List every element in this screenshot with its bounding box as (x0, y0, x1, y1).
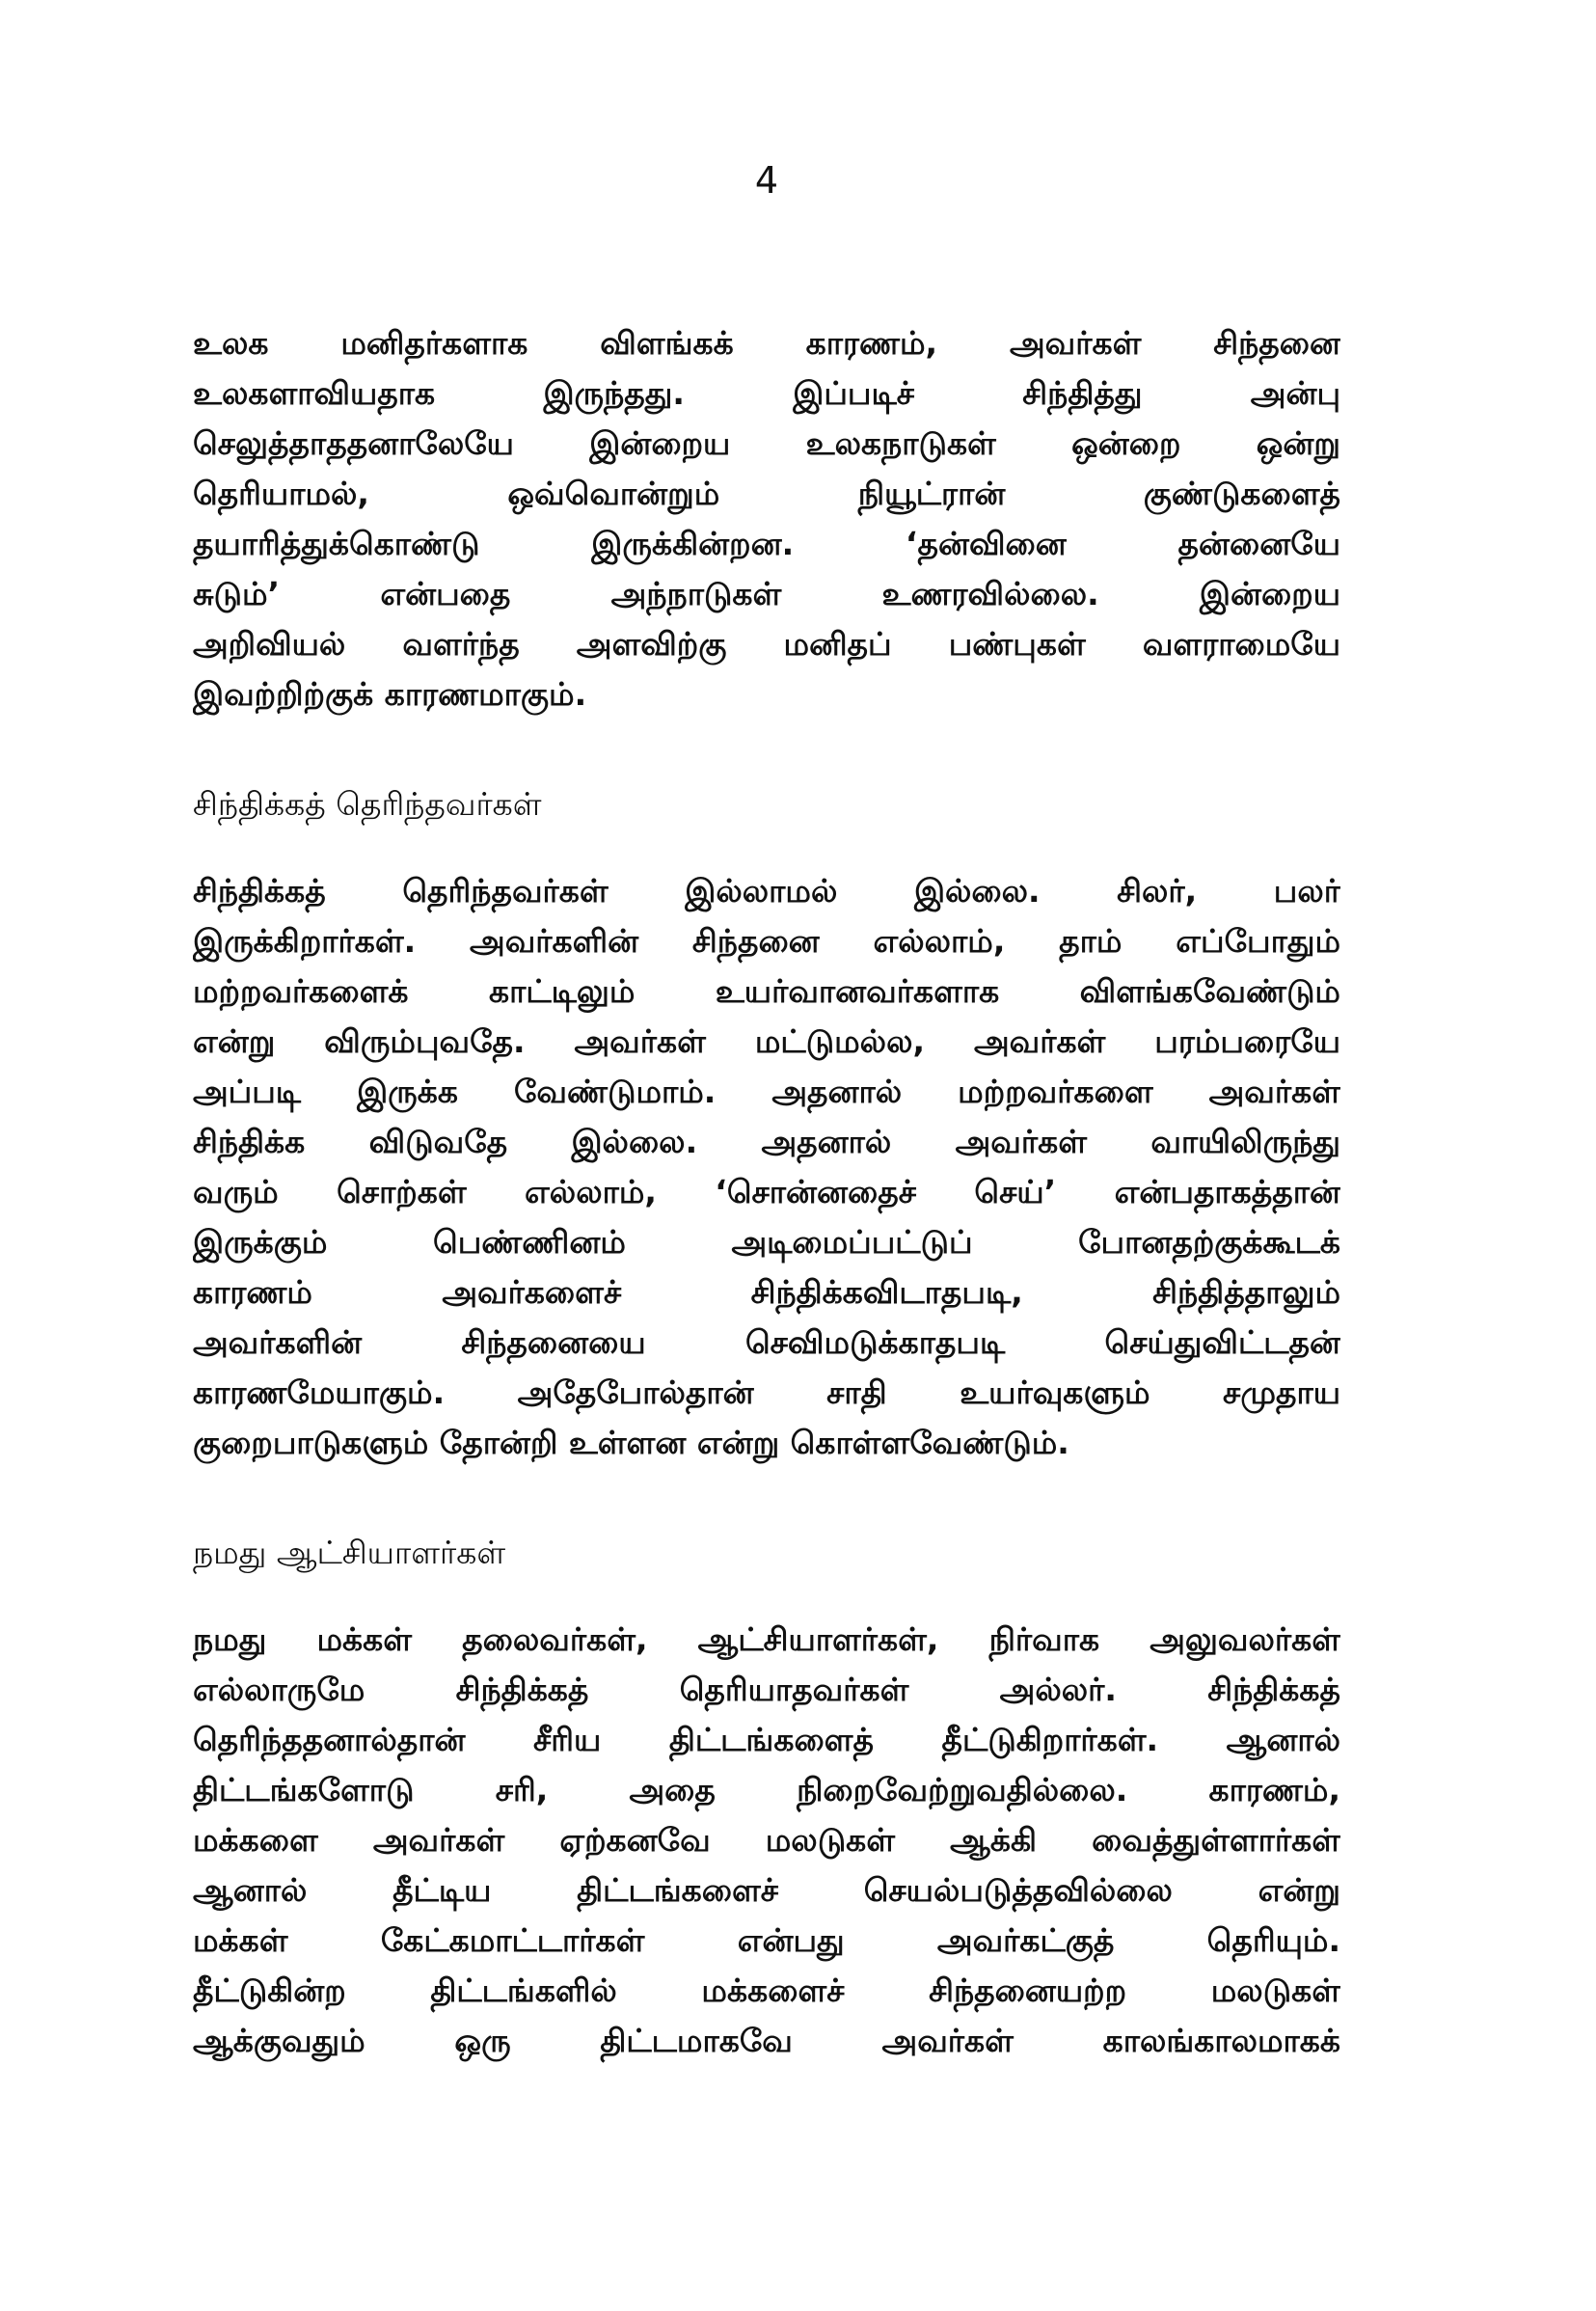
text-line: உலகளாவியதாக இருந்தது. இப்படிச் சிந்தித்து அன்பு (193, 374, 1340, 412)
page-content (193, 318, 1340, 2066)
text-line: இவற்றிற்குக் காரணமாகும். (193, 675, 587, 713)
text-line: சிந்திக்க விடுவதே இல்லை. அதனால் அவர்கள் வாயிலிருந்து (193, 1123, 1340, 1160)
text-line: காரணம் அவர்களைச் சிந்திக்கவிடாதபடி, சிந்தித்தாலும் (193, 1273, 1340, 1311)
section-heading-thinkers: சிந்திக்கத் தெரிந்தவர்கள் (193, 785, 542, 823)
paragraph-thinkers (193, 866, 1340, 1468)
text-line: அறிவியல் வளர்ந்த அளவிற்கு மனிதப் பண்புகள் வளராமையே (193, 625, 1340, 663)
text-line: தெரியாமல், ஒவ்வொன்றும் நியூட்ரான் குண்டுகளைத் (193, 475, 1340, 512)
book-page (193, 0, 1340, 2311)
text-line: சுடும்’ என்பதை அந்நாடுகள் உணரவில்லை. இன்றைய (193, 575, 1340, 612)
text-line: தயாரித்துக்கொண்டு இருக்கின்றன. ‘தன்வினை தன்னையே (193, 525, 1340, 562)
text-line: மக்கள் கேட்கமாட்டார்கள் என்பது அவர்கட்குத் தெரியும். (193, 1921, 1340, 1959)
text-line: மற்றவர்களைக் காட்டிலும் உயர்வானவர்களாக விளங்கவேண்டும் (193, 972, 1340, 1010)
section-heading-rulers: நமது ஆட்சியாளர்கள் (193, 1534, 506, 1571)
paragraph-rulers (193, 1615, 1340, 2066)
page-number: 4 (754, 159, 779, 202)
text-line: இருக்கும் பெண்ணினம் அடிமைப்பட்டுப் போனதற்குக்கூடக் (193, 1223, 1340, 1261)
text-line: தீட்டுகின்ற திட்டங்களில் மக்களைச் சிந்தனையற்ற மலடுகள் (193, 1971, 1340, 2009)
text-line: இருக்கிறார்கள். அவர்களின் சிந்தனை எல்லாம், தாம் எப்போதும் (193, 922, 1340, 960)
text-line: திட்டங்களோடு சரி, அதை நிறைவேற்றுவதில்லை. காரணம், (193, 1771, 1340, 1808)
text-line: நமது மக்கள் தலைவர்கள், ஆட்சியாளர்கள், நிர்வாக அலுவலர்கள் (193, 1620, 1340, 1658)
text-line: என்று விரும்புவதே. அவர்கள் மட்டுமல்ல, அவர்கள் பரம்பரையே (193, 1022, 1340, 1060)
text-line: சிந்திக்கத் தெரிந்தவர்கள் இல்லாமல் இல்லை. சிலர், பலர் (193, 872, 1340, 910)
text-line: குறைபாடுகளும் தோன்றி உள்ளன என்று கொள்ளவேண்டும். (193, 1424, 1069, 1461)
text-line: ஆக்குவதும் ஒரு திட்டமாகவே அவர்கள் காலங்காலமாகக் (193, 2022, 1340, 2059)
text-line: அவர்களின் சிந்தனையை செவிமடுக்காதபடி செய்துவிட்டதன் (193, 1323, 1340, 1361)
text-line: எல்லாருமே சிந்திக்கத் தெரியாதவர்கள் அல்லர். சிந்திக்கத் (193, 1671, 1340, 1708)
text-line: ஆனால் தீட்டிய திட்டங்களைச் செயல்படுத்தவில்லை என்று (193, 1871, 1340, 1909)
text-line: தெரிந்ததனால்தான் சீரிய திட்டங்களைத் தீட்டுகிறார்கள். ஆனால் (193, 1721, 1340, 1758)
text-line: செலுத்தாததனாலேயே இன்றைய உலகநாடுகள் ஒன்றை ஒன்று (193, 424, 1340, 462)
text-line: உலக மனிதர்களாக விளங்கக் காரணம், அவர்கள் சிந்தனை (193, 324, 1340, 362)
paragraph-intro (193, 318, 1340, 720)
text-line: காரணமேயாகும். அதேபோல்தான் சாதி உயர்வுகளும் சமுதாய (193, 1373, 1340, 1411)
text-line: மக்களை அவர்கள் ஏற்கனவே மலடுகள் ஆக்கி வைத்துள்ளார்கள் (193, 1821, 1340, 1859)
text-line: வரும் சொற்கள் எல்லாம், ‘சொன்னதைச் செய்’ என்பதாகத்தான் (193, 1173, 1340, 1210)
text-line: அப்படி இருக்க வேண்டுமாம். அதனால் மற்றவர்களை அவர்கள் (193, 1073, 1340, 1110)
